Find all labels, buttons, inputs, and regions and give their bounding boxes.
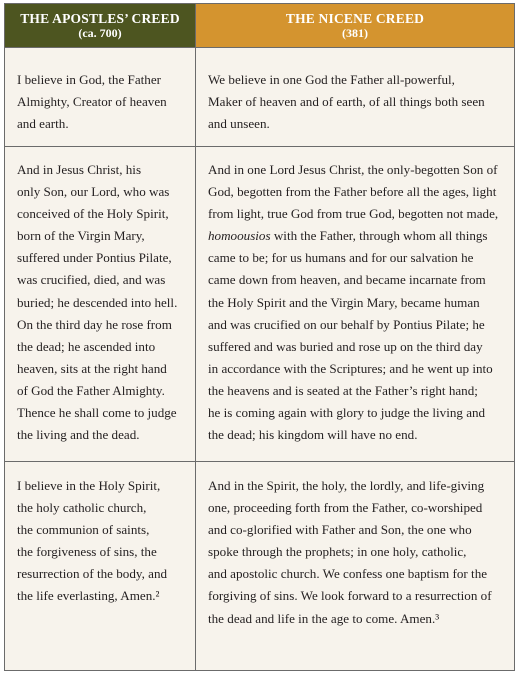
apostles-creed-spirit-text: I believe in the Holy Spirit, the holy catholic church, the communion of saints, the forgiveness of sins, the resurrection of the body, and the life everlasting, Amen.² <box>5 462 196 670</box>
nicene-son-text-part2: with the Father, through whom all things came to be; for us humans and for our salvation he came down from heaven, and became incarnate from the Holy Spirit and the Virgin Mary, became human and was crucified on our behalf by Pontius Pilate; he suffered and was buried and rose up on the third day in accordance with the Scriptures; and he went up into the heavens and is seated at the Father’s right hand; he is coming again with glory to judge the living and the dead; his kingdom will have no end. <box>208 228 493 443</box>
apostles-creed-header <box>5 4 196 48</box>
table-grid <box>5 4 514 670</box>
nicene-creed-father-text: We believe in one God the Father all-powerful, Maker of heaven and of earth, of all things both seen and unseen. <box>196 48 514 147</box>
apostles-creed-title: THE APOSTLES’ CREED <box>20 10 180 26</box>
apostles-creed-date: (ca. 700) <box>78 25 122 40</box>
nicene-creed-spirit-text: And in the Spirit, the holy, the lordly, and life-giving one, proceeding forth from the Father, co-worshiped and co-glorified with Father and Son, the one who spoke through the prophets; in one holy, catholic, and apostolic church. We confess one baptism for the forgiving of sins. We look forward to a resurrection of the dead and life in the age to come. Amen.³ <box>196 462 514 670</box>
creeds-comparison-table <box>4 3 515 671</box>
apostles-creed-son-text: And in Jesus Christ, his only Son, our Lord, who was conceived of the Holy Spirit, born of the Virgin Mary, suffered under Pontius Pilate, was crucified, died, and was buried; he descended into hell. On the third day he rose from the dead; he ascended into heaven, sits at the right hand of God the Father Almighty. Thence he shall come to judge the living and the dead. <box>5 147 196 462</box>
nicene-son-text-part1: And in one Lord Jesus Christ, the only-begotten Son of God, begotten from the Father before all the ages, light from light, true God from true God, begotten not made, <box>208 162 499 222</box>
nicene-creed-header <box>196 4 514 48</box>
homoousios-term: homoousios <box>208 228 271 244</box>
nicene-creed-date: (381) <box>342 25 368 40</box>
nicene-creed-title: THE NICENE CREED <box>285 10 425 26</box>
nicene-creed-son-text <box>196 147 514 462</box>
apostles-creed-father-text: I believe in God, the Father Almighty, Creator of heaven and earth. <box>5 48 196 147</box>
